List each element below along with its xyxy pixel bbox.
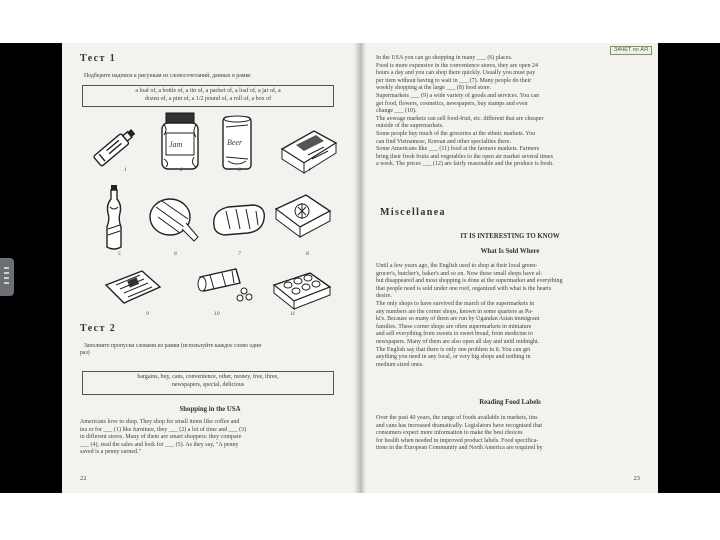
- text-line: weekly shopping at the large ___ (8) food store.: [376, 85, 492, 92]
- text-line: a week. The prices ___ (12) are fairly reasonable and the produce is fresh.: [376, 161, 554, 168]
- food-labels-title: Reading Food Labels: [479, 399, 541, 406]
- text-line: families. These corner shops are often supermarkets in miniature: [376, 323, 532, 330]
- library-stamp: ЗАЧЕТ по АЯ: [610, 46, 652, 55]
- text-line: ki's. Because so many of them are run by Ugandan Asian immigrant: [376, 316, 540, 323]
- left-page: [62, 43, 358, 493]
- page-number: 23: [633, 475, 640, 482]
- loaf-picture: [210, 201, 268, 237]
- picture-number: 3: [238, 167, 241, 173]
- text-line: Food is more expensive in the convenience stores, they are open 24: [376, 62, 538, 69]
- food-labels-text: [376, 415, 642, 453]
- text-line: for health when needed in improved product labels. Food specifica-: [376, 437, 539, 444]
- text-line: medium sized ones.: [376, 361, 424, 368]
- picture-number: 7: [238, 251, 241, 257]
- text-line: change ___ (10).: [376, 108, 417, 115]
- tube-picture: [84, 117, 144, 177]
- roll-picture: [192, 265, 254, 305]
- word-box: [82, 85, 334, 107]
- text-line: In the USA you can go shopping in many ___ (6) places.: [376, 55, 513, 61]
- jar-label: Jam: [169, 140, 183, 149]
- picture-number: 1: [124, 167, 127, 173]
- text-line: hours a day and you can shop there quickly. Usually you must pay: [376, 70, 536, 77]
- text-line: Supermarkets ___ (9) a wide variety of goods and services. You can: [376, 92, 540, 99]
- text-line: Some Americans like ___ (11) food at the farmers markets. Farmers: [376, 146, 540, 153]
- picture-number: 8: [306, 251, 309, 257]
- text-line: The English say that there is only one problem in it. You can get: [376, 346, 531, 353]
- text-line: grocer's, butcher's, baker's and so on. Now these small shops have al-: [376, 270, 543, 277]
- text-line: can find Vietnamese, Korean and other specialties there.: [376, 138, 511, 145]
- text-line: saved is a penny earned.": [80, 449, 141, 456]
- picture-number: 6: [174, 251, 177, 257]
- section-title: Shopping in the USA: [179, 406, 241, 413]
- can-label: Beer: [227, 138, 243, 147]
- newspaper-picture: [102, 265, 164, 309]
- text-line: Some people buy much of the groceries at the ethnic markets. You: [376, 130, 536, 137]
- text-line: but disappeared and most shopping is done at the supermarket and everything: [376, 278, 563, 285]
- text-line: per item without having to wait in ___ (7). Many people do their: [376, 77, 532, 84]
- picture-number: 5: [118, 251, 121, 257]
- picture-number: 10: [214, 311, 220, 317]
- text-line: consumers expect more information to make the best choices: [376, 430, 523, 437]
- text-line: outside of the supermarkets.: [376, 123, 444, 130]
- picture-number: 4: [308, 167, 311, 173]
- text-line: The average markets can sell food-fruit, etc. different that are cheaper: [376, 115, 544, 122]
- answer-box-line: newspapers, special, delicious: [171, 381, 245, 388]
- test1-title: Тест 1: [80, 53, 117, 64]
- text-line: tea or for ___ (1) like furniture, they ___ (2) a lot of time and ___ (3): [80, 426, 247, 433]
- side-panel-toggle[interactable]: [0, 258, 14, 296]
- text-line: Americans love to shop. They shop for small items like coffee and: [80, 419, 240, 425]
- test2-title: Тест 2: [80, 323, 117, 334]
- text-line: anything you need in any local, or very big shops and nothing in: [376, 354, 531, 361]
- answer-box: [82, 371, 334, 395]
- can-picture: [220, 113, 254, 173]
- interesting-title: IT IS INTERESTING TO KNOW: [460, 233, 560, 240]
- right-page: [362, 43, 658, 493]
- text-line: in different stores. Many of them are smart shoppers: they compare: [80, 434, 242, 441]
- egg-carton-picture: [270, 269, 334, 311]
- what-sold-text: [376, 263, 642, 369]
- test2-instruction: раз): [80, 350, 90, 356]
- picture-number: 9: [146, 311, 149, 317]
- text-line: The only shops to have survived the march of the supermarkets in: [376, 300, 535, 307]
- text-line: and cans has increased dramatically. Legislators have recognised that: [376, 422, 543, 429]
- section-text: [80, 419, 338, 457]
- page-number: 22: [80, 475, 87, 482]
- jar-picture: [158, 111, 202, 173]
- text-line: bring their fresh fruits and vegetables to the open air market several times: [376, 153, 553, 160]
- test1-instruction: Подберите надписи к рисункам из словосочетаний, данных в рамке: [84, 73, 251, 79]
- picture-number: 2: [180, 167, 183, 173]
- text-line: and sell everything from sweets to sweet bread, from medicine to: [376, 331, 533, 338]
- answer-box-line: bargains, buy, cans, convenience, other, money, free, three,: [137, 374, 279, 380]
- bottle-picture: [102, 183, 126, 253]
- text-line: Over the past 40 years, the range of foods available in markets, tins: [376, 415, 538, 421]
- right-top-text: [376, 55, 642, 169]
- misc-title: Miscellanea: [380, 207, 446, 218]
- text-line: Until a few years ago, the English used to shop at their local green-: [376, 263, 538, 269]
- text-line: tions in the European Community and North America are required by: [376, 445, 543, 452]
- box-picture: [272, 189, 334, 241]
- word-box-line: dozen of, a pint of, a 1/2 pound of, a roll of, a box of: [144, 95, 272, 102]
- book-spread: [62, 43, 658, 493]
- what-sold-title: What Is Sold Where: [480, 248, 540, 255]
- test2-instruction: Заполните пропуски словами из рамки (используйте каждое слово один: [84, 343, 262, 349]
- text-line: get food, flowers, cosmetics, newspapers, buy stamps and even: [376, 100, 528, 107]
- text-line: any numbers are the corner shops, known in some quarters as Pa-: [376, 308, 533, 315]
- word-box-line: a loaf of, a bottle of, a tin of, a packet of, a loaf of, a jar of, a: [135, 88, 281, 94]
- text-line: desire.: [376, 293, 392, 300]
- picture-number: 11: [290, 311, 296, 317]
- text-line: newspapers. Many of them are also open all day and until midnight.: [376, 338, 540, 345]
- text-line: that people need is sold under one roof, organized with what is the hearts: [376, 285, 552, 292]
- ham-picture: [146, 193, 202, 243]
- text-line: ___ (4), read the sales and look for ___ (5). As they say, "A penny: [80, 441, 239, 448]
